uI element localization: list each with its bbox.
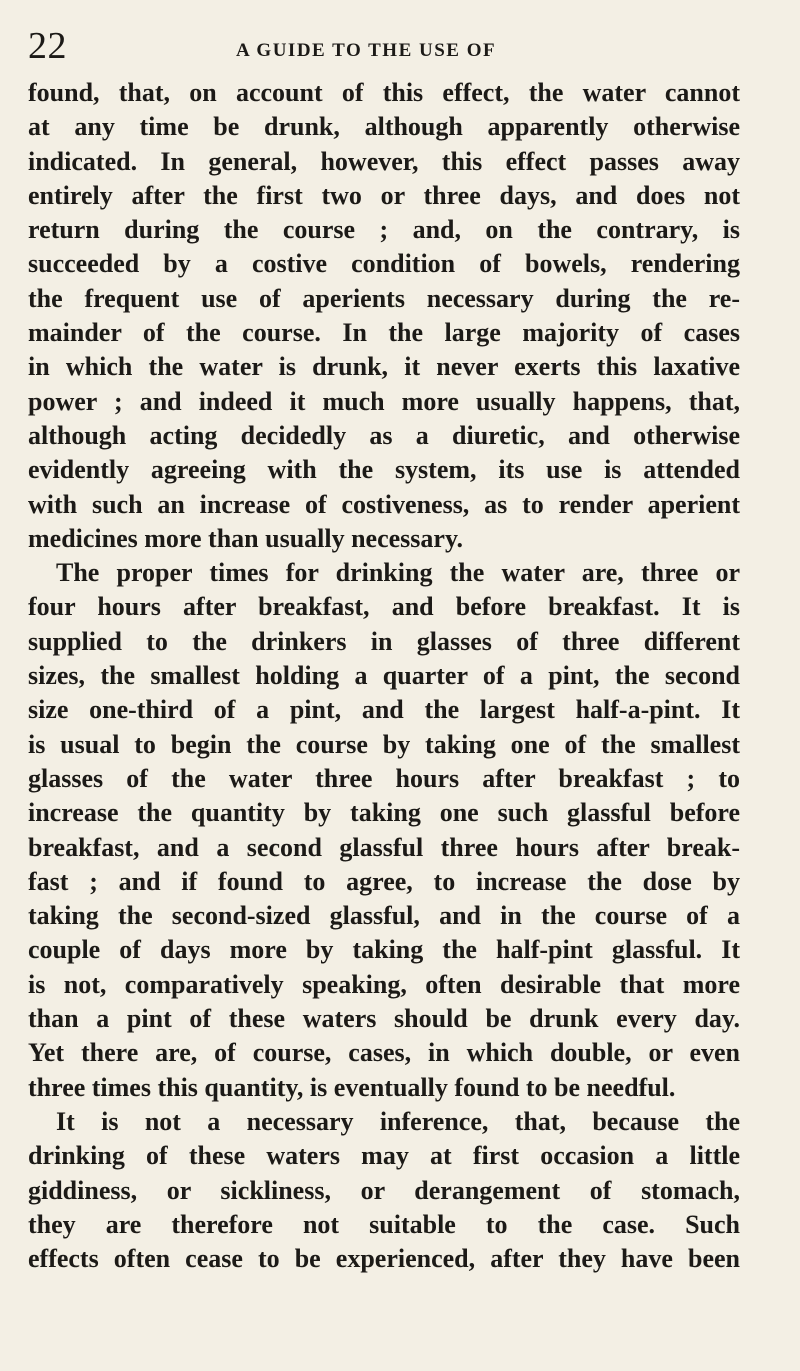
paragraph-start-line: It is not a necessary inference, that, because the <box>56 1106 740 1136</box>
text-line: supplied to the drinkers in glasses of three different <box>28 626 740 656</box>
text-line: return during the course ; and, on the contrary, is <box>28 215 740 245</box>
text-line: drinking of these waters may at first occasion a little <box>28 1141 740 1171</box>
text-line: effects often cease to be experienced, after they have been <box>28 1244 740 1274</box>
text-line: with such an increase of costiveness, as to render aperient <box>28 489 740 519</box>
text-line: at any time be drunk, although apparently otherwise <box>28 112 740 142</box>
text-line: they are therefore not suitable to the case. Such <box>28 1209 740 1239</box>
text-line: giddiness, or sickliness, or derangement of stomach, <box>28 1175 740 1205</box>
body-text <box>28 76 740 1276</box>
text-line: found, that, on account of this effect, the water cannot <box>28 78 740 107</box>
text-line: succeeded by a costive condition of bowels, rendering <box>28 249 740 279</box>
text-line: three times this quantity, is eventually found to be needful. <box>28 1072 676 1102</box>
text-line: increase the quantity by taking one such glassful before <box>28 798 740 828</box>
text-line: size one-third of a pint, and the largest half-a-pint. It <box>28 695 740 725</box>
text-line: taking the second-sized glassful, and in the course of a <box>28 901 740 931</box>
text-line: the frequent use of aperients necessary during the re- <box>28 283 740 313</box>
text-line: than a pint of these waters should be drunk every day. <box>28 1004 740 1034</box>
text-line: glasses of the water three hours after breakfast ; to <box>28 763 740 793</box>
text-line: evidently agreeing with the system, its use is attended <box>28 455 740 485</box>
text-line: entirely after the first two or three days, and does not <box>28 180 740 210</box>
text-line: couple of days more by taking the half-pint glassful. It <box>28 935 740 965</box>
text-line: indicated. In general, however, this effect passes away <box>28 146 740 176</box>
text-line: is usual to begin the course by taking one of the smallest <box>28 729 740 759</box>
text-line: sizes, the smallest holding a quarter of a pint, the second <box>28 661 740 691</box>
text-line: Yet there are, of course, cases, in which double, or even <box>28 1038 740 1068</box>
running-head <box>28 26 740 76</box>
running-title: A GUIDE TO THE USE OF <box>236 40 497 61</box>
text-line: is not, comparatively speaking, often desirable that more <box>28 969 740 999</box>
text-line: breakfast, and a second glassful three hours after break- <box>28 832 740 862</box>
text-line: in which the water is drunk, it never exerts this laxative <box>28 352 740 382</box>
text-line: medicines more than usually necessary. <box>28 523 464 553</box>
text-line: mainder of the course. In the large majority of cases <box>28 318 740 348</box>
text-line: four hours after breakfast, and before breakfast. It is <box>28 592 740 622</box>
text-line: fast ; and if found to agree, to increase the dose by <box>28 866 740 896</box>
text-line: power ; and indeed it much more usually happens, that, <box>28 386 740 416</box>
text-line: although acting decidedly as a diuretic, and otherwise <box>28 420 740 450</box>
paragraph-start-line: The proper times for drinking the water are, three or <box>56 558 740 588</box>
page-number: 22 <box>28 25 67 67</box>
